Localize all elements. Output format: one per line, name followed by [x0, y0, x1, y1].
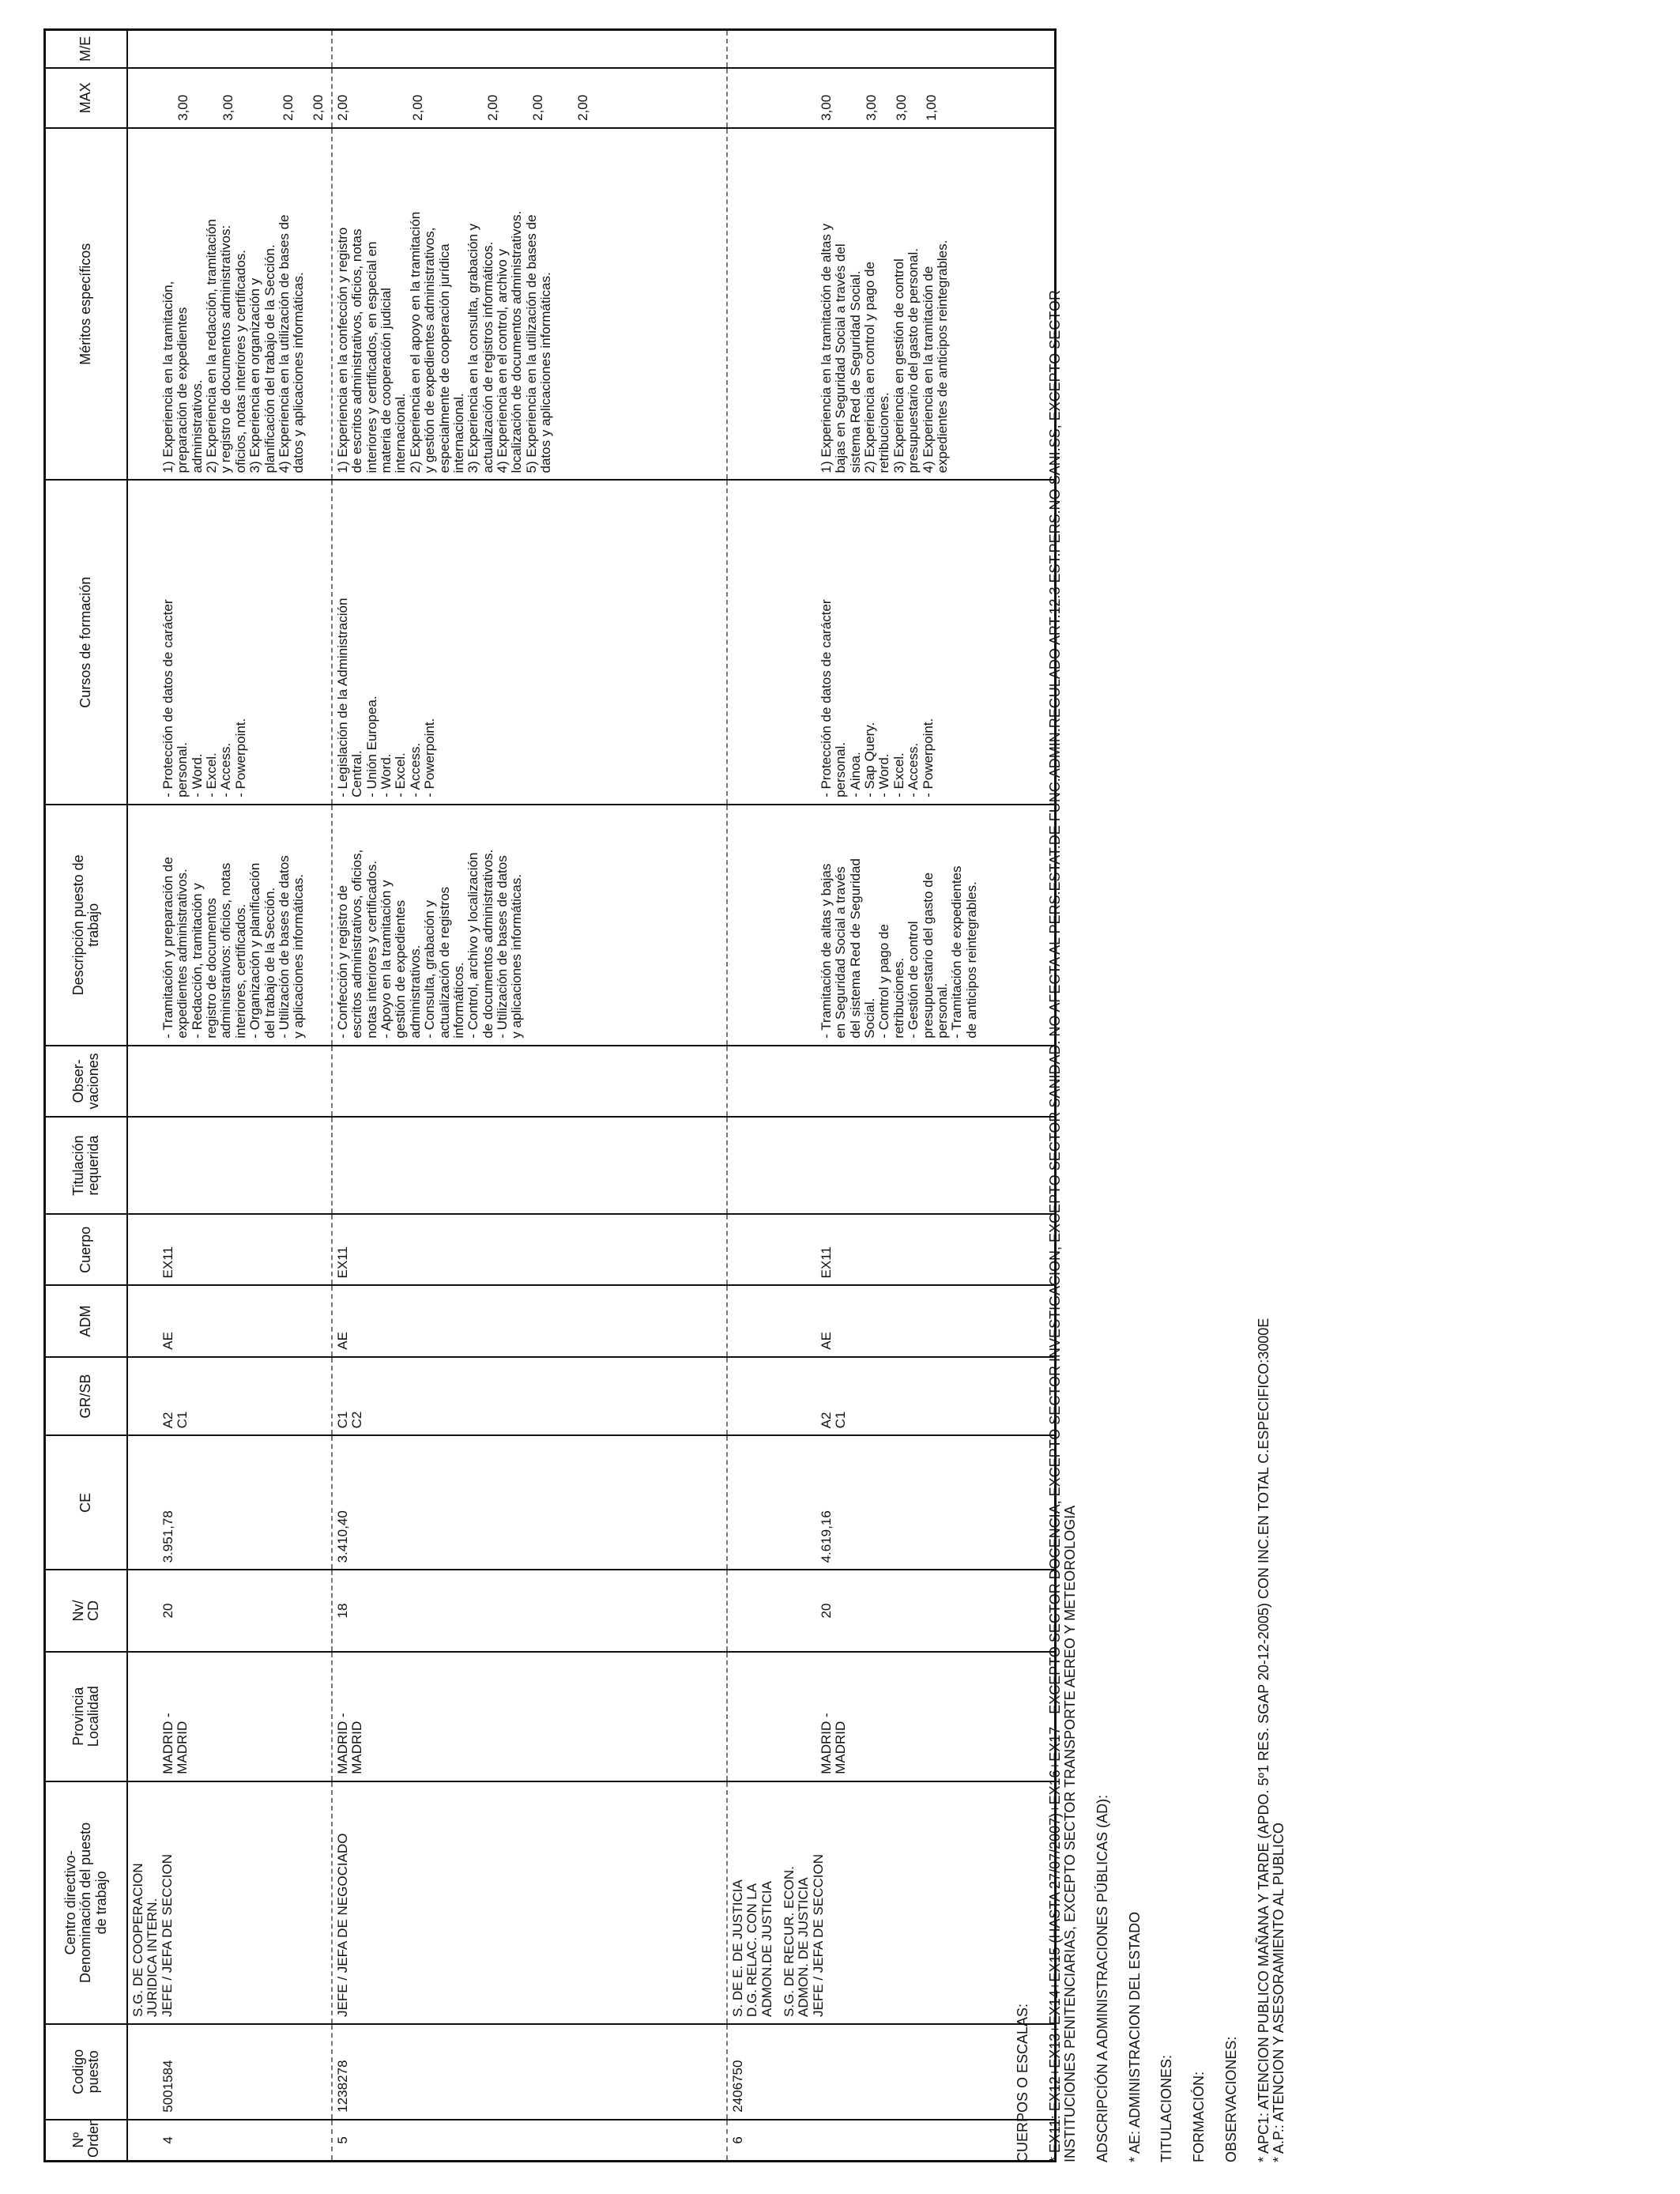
- cell-descripcion: - Tramitación y preparación de expedientes administrativos. - Redacción, tramitación y registro de documentos administrativos: oficios, notas interiores, certificados. - Organización y planificación del trabajo de la Sección. - Utilización de bases de datos y aplicaciones informáticas.: [127, 805, 332, 1046]
- cell-codigo: 1238278: [332, 2024, 727, 2120]
- cell-grupo: A2 C1: [727, 1357, 1055, 1436]
- header-orden: Nº Orden: [45, 2120, 128, 2162]
- adscripcion-text: * AE: ADMINISTRACION DEL ESTADO: [1126, 1911, 1143, 2162]
- titulaciones-title: TITULACIONES:: [1158, 2054, 1175, 2162]
- cell-titulacion: [727, 1117, 1055, 1214]
- cell-ce: 3.951,78: [127, 1435, 332, 1570]
- header-ce: CE: [45, 1435, 128, 1570]
- cell-grupo: C1 C2: [332, 1357, 727, 1436]
- header-meritos: Méritos específicos: [45, 128, 128, 481]
- unit-header: S.G. DE RECUR. ECON. ADMON. DE JUSTICIA: [782, 1866, 812, 2017]
- unit-before: S. DE E. DE JUSTICIA D.G. RELAC. CON LA ADMON.DE JUSTICIA: [730, 1879, 774, 2017]
- header-centro: Centro directivo- Denominación del puesto de trabajo: [45, 1781, 128, 2024]
- header-max: MAX: [45, 68, 128, 128]
- cell-grupo: A2 C1: [127, 1357, 332, 1436]
- observaciones-title: OBSERVACIONES:: [1223, 2036, 1240, 2162]
- cell-me: [127, 30, 332, 68]
- cell-provincia: MADRID - MADRID: [127, 1652, 332, 1781]
- cuerpos-text: * EX11: EX12+EX13+EX14+EX15 (HASTA 27/07/2007)+EX16+EX17 - EXCEPTO SECTOR DOCENCIA, EXCEPTO SECTOR INVESTIGACION, EXCEPTO SECTOR SANIDAD. NO AFECTA AL PERS.ESTAT.DE FUNC.ADMIN.REGULADO ART.12.3 EST.PERS.NO SANI.SS, EXCEPTO SECTOR INSTITUCIONES PENITENCIARIAS, EXCEPTO SECTOR TRANSPORTE AEREO Y METEOROLOGIA: [1046, 290, 1078, 2162]
- cell-titulacion: [127, 1117, 332, 1214]
- cell-observaciones: [727, 1046, 1055, 1117]
- table-row: [727, 30, 1055, 2162]
- cell-observaciones: [332, 1046, 727, 1117]
- puesto-title: JEFE / JEFA DE SECCION: [159, 1854, 175, 2017]
- header-adm: ADM: [45, 1285, 128, 1356]
- cell-max: 3,00 3,00 3,00 1,00: [727, 68, 1055, 128]
- cell-max: 3,00 3,00 2,00 2,00: [127, 68, 332, 128]
- cell-max: 2,00 2,00 2,00 2,00 2,00: [332, 68, 727, 128]
- header-provincia: Provincia Localidad: [45, 1652, 128, 1781]
- header-observaciones: Obser- vaciones: [45, 1046, 128, 1117]
- puesto-title: JEFE / JEFA DE NEGOCIADO: [335, 1833, 350, 2017]
- cell-ce: 4.619,16: [727, 1435, 1055, 1570]
- cell-centro: [727, 1781, 1055, 2024]
- header-titulacion: Titulación requerida: [45, 1117, 128, 1214]
- cell-meritos: 1) Experiencia en la tramitación de altas y bajas en Seguridad Social a través del sistema Red de Seguridad Social. 2) Experiencia en control y pago de retribuciones. 3) Experiencia en gestión de control presupuestario del gasto de personal. 4) Experiencia en la tramitación de expedientes de anticipos reintegrables.: [727, 128, 1055, 481]
- puesto-title: JEFE / JEFA DE SECCION: [810, 1854, 826, 2017]
- cell-cursos: - Protección de datos de carácter personal. - Word. - Excel. - Access. - Powerpoint.: [127, 481, 332, 805]
- cell-cursos: - Legislación de la Administración Central. - Unión Europea. - Word. - Excel. - Access. - Powerpoint.: [332, 481, 727, 805]
- cell-me: [727, 30, 1055, 68]
- cell-codigo: 5001584: [127, 2024, 332, 2120]
- cell-codigo: 2406750: [727, 2024, 1055, 2120]
- cell-cuerpo: EX11: [127, 1214, 332, 1285]
- cell-orden: 4: [127, 2120, 332, 2162]
- cell-adm: AE: [127, 1285, 332, 1356]
- cell-adm: AE: [332, 1285, 727, 1356]
- observaciones-text: * APC1: ATENCION PUBLICO MAÑANA Y TARDE (APDO. 5º1 RES. SGAP 20-12-2005) CON INC.EN TOTAL C.ESPECIFICO:3000E * A.P.: ATENCION Y ASESORAMIENTO AL PUBLICO: [1256, 1318, 1287, 2162]
- formacion-title: FORMACIÓN:: [1191, 2071, 1207, 2162]
- header-cuerpo: Cuerpo: [45, 1214, 128, 1285]
- cell-provincia: MADRID - MADRID: [332, 1652, 727, 1781]
- cell-cursos: - Protección de datos de carácter personal. - Ainoa. - Sap Query. - Word. - Excel. - Access. - Powerpoint.: [727, 481, 1055, 805]
- adscripcion-title: ADSCRIPCIÓN A ADMINISTRACIONES PÚBLICAS (AD):: [1094, 1794, 1110, 2162]
- cell-meritos: 1) Experiencia en la tramitación, preparación de expedientes administrativos. 2) Experiencia en la redacción, tramitación y registro de documentos administrativos: oficios, notas interiores y certificados. 3) Experiencia en organización y planificación del trabajo de la Sección. 4) Experiencia en la utilización de bases de datos y aplicaciones informáticas.: [127, 128, 332, 481]
- table-row: [127, 30, 332, 2162]
- cell-adm: AE: [727, 1285, 1055, 1356]
- header-cursos: Cursos de formación: [45, 481, 128, 805]
- cell-cuerpo: EX11: [332, 1214, 727, 1285]
- legend-notes: [1015, 28, 1304, 2162]
- cell-ce: 3.410,40: [332, 1435, 727, 1570]
- cell-descripcion: - Confección y registro de escritos administrativos, oficios, notas interiores y certificados. - Apoyo en la tramitación y gestión de expedientes administrativos. - Consulta, grabación y actualización de registros informáticos. - Control, archivo y localización de documentos administrativos. - Utilización de bases de datos y aplicaciones informáticas.: [332, 805, 727, 1046]
- cell-titulacion: [332, 1117, 727, 1214]
- cell-orden: 5: [332, 2120, 727, 2162]
- header-descripcion: Descripción puesto de trabajo: [45, 805, 128, 1046]
- cuerpos-title: CUERPOS O ESCALAS:: [1015, 2003, 1030, 2162]
- cell-provincia: MADRID - MADRID: [727, 1652, 1055, 1781]
- cell-cuerpo: EX11: [727, 1214, 1055, 1285]
- cell-centro: [127, 1781, 332, 2024]
- job-positions-table: [43, 28, 1057, 2162]
- cell-nivel: 20: [127, 1570, 332, 1651]
- table-row: [332, 30, 727, 2162]
- header-grupo: GR/SB: [45, 1357, 128, 1436]
- cell-orden: 6: [727, 2120, 1055, 2162]
- cell-meritos: 1) Experiencia en la confección y registro de escritos administrativos, oficios, notas interiores y certificados, en especial en materia de cooperación judicial internacional. 2) Experiencia en el apoyo en la tramitación y gestión de expedientes administrativos, especialmente de cooperación jurídica internacional. 3) Experiencia en la consulta, grabación y actualización de registros informáticos. 4) Experiencia en el control, archivo y localización de documentos administrativos. 5) Experiencia en la utilización de bases de datos y aplicaciones informáticas.: [332, 128, 727, 481]
- cell-me: [332, 30, 727, 68]
- cell-observaciones: [127, 1046, 332, 1117]
- header-me: M/E: [45, 30, 128, 68]
- cell-descripcion: - Tramitación de altas y bajas en Seguridad Social a través del sistema Red de Seguridad Social. - Control y pago de retribuciones. - Gestión de control presupuestario del gasto de personal. - Tramitación de expedientes de anticipos reintegrables.: [727, 805, 1055, 1046]
- cell-nivel: 20: [727, 1570, 1055, 1651]
- header-row: [45, 30, 128, 2162]
- header-codigo: Codigo puesto: [45, 2024, 128, 2120]
- cell-nivel: 18: [332, 1570, 727, 1651]
- unit-header: S.G. DE COOPERACION JURIDICA INTERN.: [130, 1863, 160, 2017]
- header-nivel: Nv/ CD: [45, 1570, 128, 1651]
- cell-centro: [332, 1781, 727, 2024]
